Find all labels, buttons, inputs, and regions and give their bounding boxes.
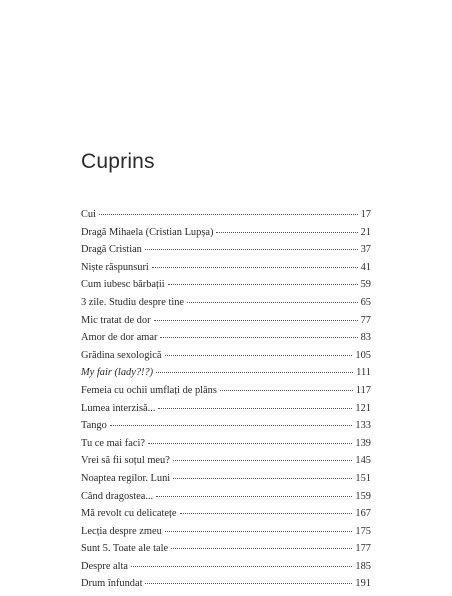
toc-leader-dots [165,531,353,532]
toc-entry [81,244,371,262]
toc-entry [81,315,371,333]
toc-leader-dots [110,425,353,426]
toc-entry-title: My fair (lady?!?) [81,367,154,379]
toc-leader-dots [173,460,353,461]
toc-entry [81,403,371,421]
toc-entry-page: 83 [360,332,371,344]
toc-entry-page: 121 [355,402,371,414]
toc-entry-title: Când dragostea... [81,490,154,502]
toc-entry [81,279,371,297]
toc-entry [81,227,371,245]
toc-entry-title: Femeia cu ochii umflați de plâns [81,384,217,396]
toc-entry-page: 177 [355,543,371,555]
toc-entry [81,350,371,368]
toc-entry [81,385,371,403]
toc-entry-page: 145 [355,455,371,467]
toc-entry-page: 37 [360,244,371,256]
toc-entry [81,508,371,526]
toc-entry-page: 77 [360,314,371,326]
toc-leader-dots [187,302,358,303]
toc-entry-title: Noaptea regilor. Luni [81,472,171,484]
toc-leader-dots [220,390,353,391]
toc-leader-dots [168,284,358,285]
toc-entry-title: Amor de dor amar [81,332,158,344]
toc-entry-title: Dragă Mihaela (Cristian Lupșa) [81,226,214,238]
toc-entry-title: Mic tratat de dor [81,314,151,326]
toc-entry-page: 59 [360,279,371,291]
toc-entry-title: Lecția despre zmeu [81,525,162,537]
toc-leader-dots [99,214,358,215]
toc-leader-dots [131,566,352,567]
toc-entry-title: Despre alta [81,560,129,572]
toc-entry-page: 175 [355,525,371,537]
toc-entry-page: 65 [360,296,371,308]
toc-entry-title: Grădina sexologică [81,349,162,361]
toc-entry [81,297,371,315]
toc-entry-page: 167 [355,508,371,520]
toc-entry [81,332,371,350]
toc-entry [81,561,371,579]
toc-entry-page: 21 [360,226,371,238]
toc-entry-page: 111 [356,367,371,379]
toc-leader-dots [145,249,358,250]
toc-entry [81,209,371,227]
toc-leader-dots [216,232,357,233]
toc-entry [81,491,371,509]
toc-entry-page: 133 [355,420,371,432]
toc-entry-page: 17 [360,209,371,220]
toc-leader-dots [158,408,352,409]
toc-leader-dots [165,355,353,356]
toc-leader-dots [171,548,352,549]
toc-leader-dots [173,478,352,479]
toc-entry-title: Sunt 5. Toate ale tale [81,543,169,555]
toc-entry-page: 105 [355,349,371,361]
toc-entry [81,438,371,456]
table-of-contents [81,209,371,596]
toc-entry-title: Drum înfundat [81,578,143,590]
toc-entry [81,526,371,544]
toc-entry-title: Vrei să fii soțul meu? [81,455,170,467]
toc-entry-page: 139 [355,437,371,449]
toc-entry-page: 185 [355,560,371,572]
toc-entry-page: 191 [355,578,371,590]
toc-entry-page: 117 [355,384,371,396]
toc-leader-dots [152,267,358,268]
toc-entry [81,420,371,438]
toc-entry [81,367,371,385]
toc-leader-dots [156,496,352,497]
toc-entry [81,473,371,491]
toc-entry-title: Lumea interzisă... [81,402,156,414]
page-title: Cuprins [81,150,155,173]
toc-leader-dots [156,372,353,373]
toc-entry [81,543,371,561]
toc-entry-title: Cui [81,209,97,220]
toc-entry-page: 159 [355,490,371,502]
toc-leader-dots [154,320,358,321]
toc-entry-title: Tango [81,420,107,432]
toc-entry-title: Cum iubesc bărbații [81,279,165,291]
toc-entry-title: Dragă Cristian [81,244,142,256]
toc-leader-dots [180,513,353,514]
toc-entry [81,262,371,280]
toc-entry-title: 3 zile. Studiu despre tine [81,296,185,308]
toc-leader-dots [160,337,357,338]
toc-entry-page: 41 [360,261,371,273]
toc-entry [81,455,371,473]
toc-entry [81,578,371,596]
toc-entry-title: Mă revolt cu delicatețe [81,508,177,520]
toc-entry-title: Niște răspunsuri [81,261,149,273]
toc-entry-title: Tu ce mai faci? [81,437,145,449]
toc-entry-page: 151 [355,472,371,484]
toc-leader-dots [148,443,352,444]
